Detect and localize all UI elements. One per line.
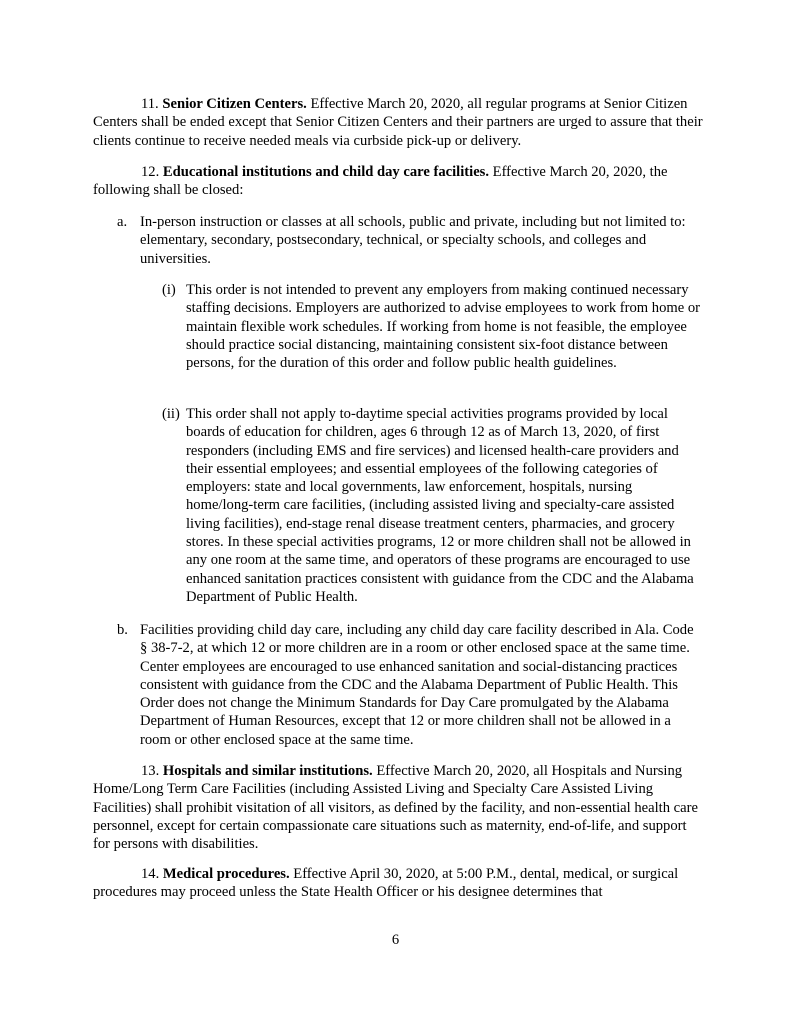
item-b-text: Facilities providing child day care, including any child day care facility described in Ala. Code § 38-7-2, at which 12 or more children are in a room or other enclosed space at the same time. Center employees are encouraged to use enhanced sanitation and social-distancing practices consistent with guidance from the CDC and the Alabama Department of Public Health. This Order does not change the Minimum Standards for Day Care promulgated by the Alabama Department of Human Resources, except that 12 or more children shall not be allowed in a room or other enclosed space at the same time. [140, 622, 694, 748]
page-number: 6 [391, 932, 400, 948]
section-13 [93, 762, 705, 853]
section-11-number: 11. [141, 96, 159, 112]
item-a-label: a. [117, 214, 128, 230]
section-11-text: Effective March 20, 2020, all regular programs at Senior Citizen Centers shall be ended except that Senior Citizen Centers and their partners are urged to assure that their clients continue to receive needed meals via curbside pick-up or delivery. [93, 96, 703, 149]
section-12-text: Effective March 20, 2020, the following shall be closed: [93, 164, 668, 199]
section-14-paragraph [93, 865, 705, 902]
section-14-number: 14. [141, 866, 160, 882]
section-13-paragraph [93, 762, 705, 853]
section-12 [93, 163, 705, 200]
item-b-label: b. [117, 622, 128, 638]
section-12-item-b [117, 621, 702, 749]
section-12-item-a [117, 213, 702, 268]
section-13-number: 13. [141, 763, 160, 779]
section-12-paragraph [93, 163, 705, 200]
section-13-text: Effective March 20, 2020, all Hospitals and Nursing Home/Long Term Care Facilities (including Assisted Living and Specialty Care Assisted Living Facilities) shall prohibit visitation of all visitors, as defined by the facility, and non-essential health care personnel, except for certain compassionate care situations such as maternity, end-of-life, and support for persons with disabilities. [93, 763, 698, 853]
section-12-heading: Educational institutions and child day care facilities. [162, 164, 490, 180]
section-13-heading: Hospitals and similar institutions. [162, 763, 373, 779]
item-a-text: In-person instruction or classes at all schools, public and private, including but not limited to: elementary, secondary, postsecondary, technical, or specialty schools, and colleges and universities. [140, 214, 686, 267]
section-11 [93, 95, 705, 150]
sub-i-text: This order is not intended to prevent any employers from making continued necessary staffing decisions. Employers are authorized to advise employees to work from home or maintain flexible work schedules. If working from home is not feasible, the employee should practice social distancing, maintaining consistent six-foot distance between persons, for the duration of this order and follow public health guidelines. [186, 282, 701, 372]
section-14 [93, 865, 705, 902]
section-14-heading: Medical procedures. [162, 866, 290, 882]
section-14-text: Effective April 30, 2020, at 5:00 P.M., dental, medical, or surgical procedures may proceed unless the State Health Officer or his designee determines that [93, 866, 679, 901]
section-12-number: 12. [141, 164, 160, 180]
section-12-item-a-sub-ii [162, 405, 702, 606]
sub-ii-label: (ii) [162, 406, 180, 422]
section-11-paragraph [93, 95, 705, 150]
section-12-item-a-sub-i [162, 281, 702, 372]
sub-i-label: (i) [162, 282, 176, 298]
sub-ii-text: This order shall not apply to-daytime special activities programs provided by local boards of education for children, ages 6 through 12 as of March 13, 2020, of first responders (including EMS and fire services) and licensed health-care providers and their essential employees; and essential employees of the following categories of employers: state and local governments, law enforcement, hospitals, nursing home/long-term care facilities, (including assisted living and specialty-care assisted living facilities), end-stage renal disease treatment centers, pharmacies, and grocery stores. In these special activities programs, 12 or more children shall not be allowed in any one room at the same time, and operators of these programs are encouraged to use enhanced sanitation practices consistent with guidance from the CDC and the Alabama Department of Public Health. [186, 406, 694, 605]
section-11-heading: Senior Citizen Centers. [162, 96, 307, 112]
